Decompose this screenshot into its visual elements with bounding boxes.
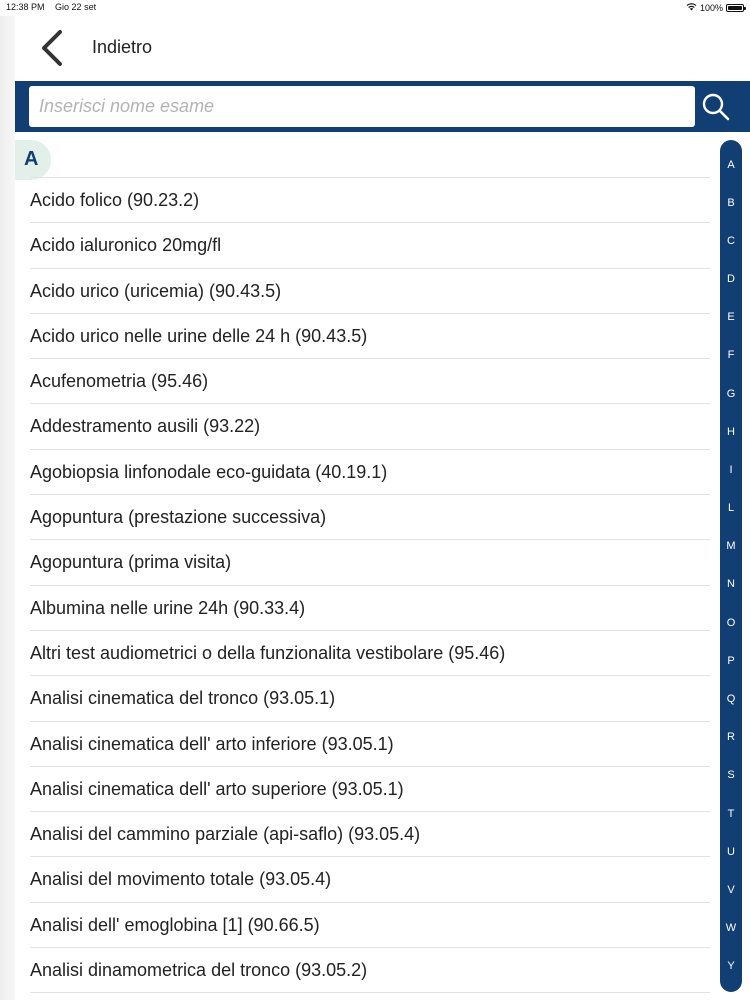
list-item[interactable] — [30, 178, 710, 223]
section-header — [15, 132, 715, 178]
status-left — [6, 2, 104, 12]
list-item-label: Analisi del cammino parziale (api-saflo) (93.05.4) — [30, 824, 421, 845]
alphabet-letter[interactable]: G — [726, 387, 736, 400]
list-item-label: Acido ialuronico 20mg/fl — [30, 235, 222, 256]
list-item-label: Analisi cinematica dell' arto inferiore (93.05.1) — [30, 733, 394, 754]
list-item[interactable] — [30, 586, 710, 631]
list-item-label: Analisi cinematica del tronco (93.05.1) — [30, 688, 336, 709]
list-item[interactable] — [30, 269, 710, 314]
list-item[interactable] — [30, 948, 710, 993]
alphabet-letter[interactable]: T — [727, 807, 735, 820]
list-item[interactable] — [30, 812, 710, 857]
alphabet-letter[interactable]: L — [727, 502, 735, 515]
back-button[interactable] — [37, 28, 67, 68]
alphabet-letter[interactable]: Y — [727, 960, 735, 973]
list-item[interactable] — [30, 495, 710, 540]
wifi-icon — [686, 2, 697, 13]
alphabet-letter[interactable]: E — [727, 311, 735, 324]
list-item-label: Acido urico nelle urine delle 24 h (90.43.5) — [30, 325, 368, 346]
list-item[interactable] — [30, 676, 710, 721]
alphabet-letter[interactable]: N — [727, 578, 735, 591]
search-bar — [15, 81, 750, 132]
list-item-label: Addestramento ausili (93.22) — [30, 416, 261, 437]
search-icon — [699, 90, 733, 124]
alphabet-letter[interactable]: D — [727, 273, 735, 286]
list-item-label: Acufenometria (95.46) — [30, 371, 209, 392]
split-view-edge — [0, 16, 15, 1000]
status-right — [686, 2, 744, 13]
list-item[interactable] — [30, 223, 710, 268]
list-item-label: Agopuntura (prima visita) — [30, 552, 232, 573]
alphabet-letter[interactable]: R — [727, 731, 735, 744]
battery-icon — [726, 4, 744, 12]
list-item[interactable] — [30, 767, 710, 812]
search-input[interactable] — [29, 86, 695, 127]
list-item[interactable] — [30, 404, 710, 449]
status-bar — [0, 0, 750, 16]
list-item-label: Analisi dinamometrica del tronco (93.05.2) — [30, 960, 368, 981]
list-item[interactable] — [30, 857, 710, 902]
exam-list — [15, 132, 715, 1000]
list-item-label: Analisi del movimento totale (93.05.4) — [30, 869, 332, 890]
list-rows — [15, 178, 715, 993]
alphabet-letter[interactable]: C — [727, 234, 735, 247]
list-item-label: Acido folico (90.23.2) — [30, 190, 200, 210]
list-item-label: Altri test audiometrici o della funzionalita vestibolare (95.46) — [30, 642, 506, 663]
list-item[interactable] — [30, 903, 710, 948]
list-item[interactable] — [30, 450, 710, 495]
list-item-label: Albumina nelle urine 24h (90.33.4) — [30, 597, 306, 618]
alphabet-letter[interactable]: B — [727, 196, 735, 209]
status-date: Gio 22 set — [55, 2, 97, 12]
list-item[interactable] — [30, 314, 710, 359]
alphabet-letter[interactable]: A — [727, 158, 735, 171]
alphabet-letter[interactable]: F — [727, 349, 735, 362]
list-item-label: Agobiopsia linfonodale eco-guidata (40.19.1) — [30, 461, 388, 482]
battery-percent: 100% — [699, 2, 723, 13]
search-button[interactable] — [699, 90, 733, 124]
list-item[interactable] — [30, 540, 710, 585]
section-letter: A — [24, 148, 39, 170]
chevron-left-icon — [37, 28, 67, 68]
alphabet-letter[interactable]: V — [727, 883, 735, 896]
alphabet-letter[interactable]: I — [729, 463, 733, 476]
back-label[interactable]: Indietro — [92, 37, 153, 57]
list-item[interactable] — [30, 631, 710, 676]
alphabet-letter[interactable]: S — [727, 769, 735, 782]
list-item-label: Analisi dell' emoglobina [1] (90.66.5) — [30, 914, 320, 935]
list-item-label: Agopuntura (prestazione successiva) — [30, 507, 327, 528]
alphabet-letter[interactable]: W — [725, 922, 737, 935]
alphabet-letter[interactable]: O — [726, 616, 736, 629]
list-item-label: Acido urico (uricemia) (90.43.5) — [30, 280, 282, 301]
alphabet-index[interactable] — [720, 140, 742, 992]
alphabet-letter[interactable]: U — [727, 845, 735, 858]
list-item[interactable] — [30, 722, 710, 767]
alphabet-letter[interactable]: M — [726, 540, 736, 553]
alphabet-letter[interactable]: P — [727, 654, 735, 667]
list-item[interactable] — [30, 359, 710, 404]
status-time: 12:38 PM — [6, 2, 45, 12]
nav-bar — [15, 16, 750, 80]
list-item-label: Analisi cinematica dell' arto superiore (93.05.1) — [30, 778, 404, 799]
alphabet-letter[interactable]: Q — [726, 692, 736, 705]
alphabet-letter[interactable]: H — [727, 425, 735, 438]
